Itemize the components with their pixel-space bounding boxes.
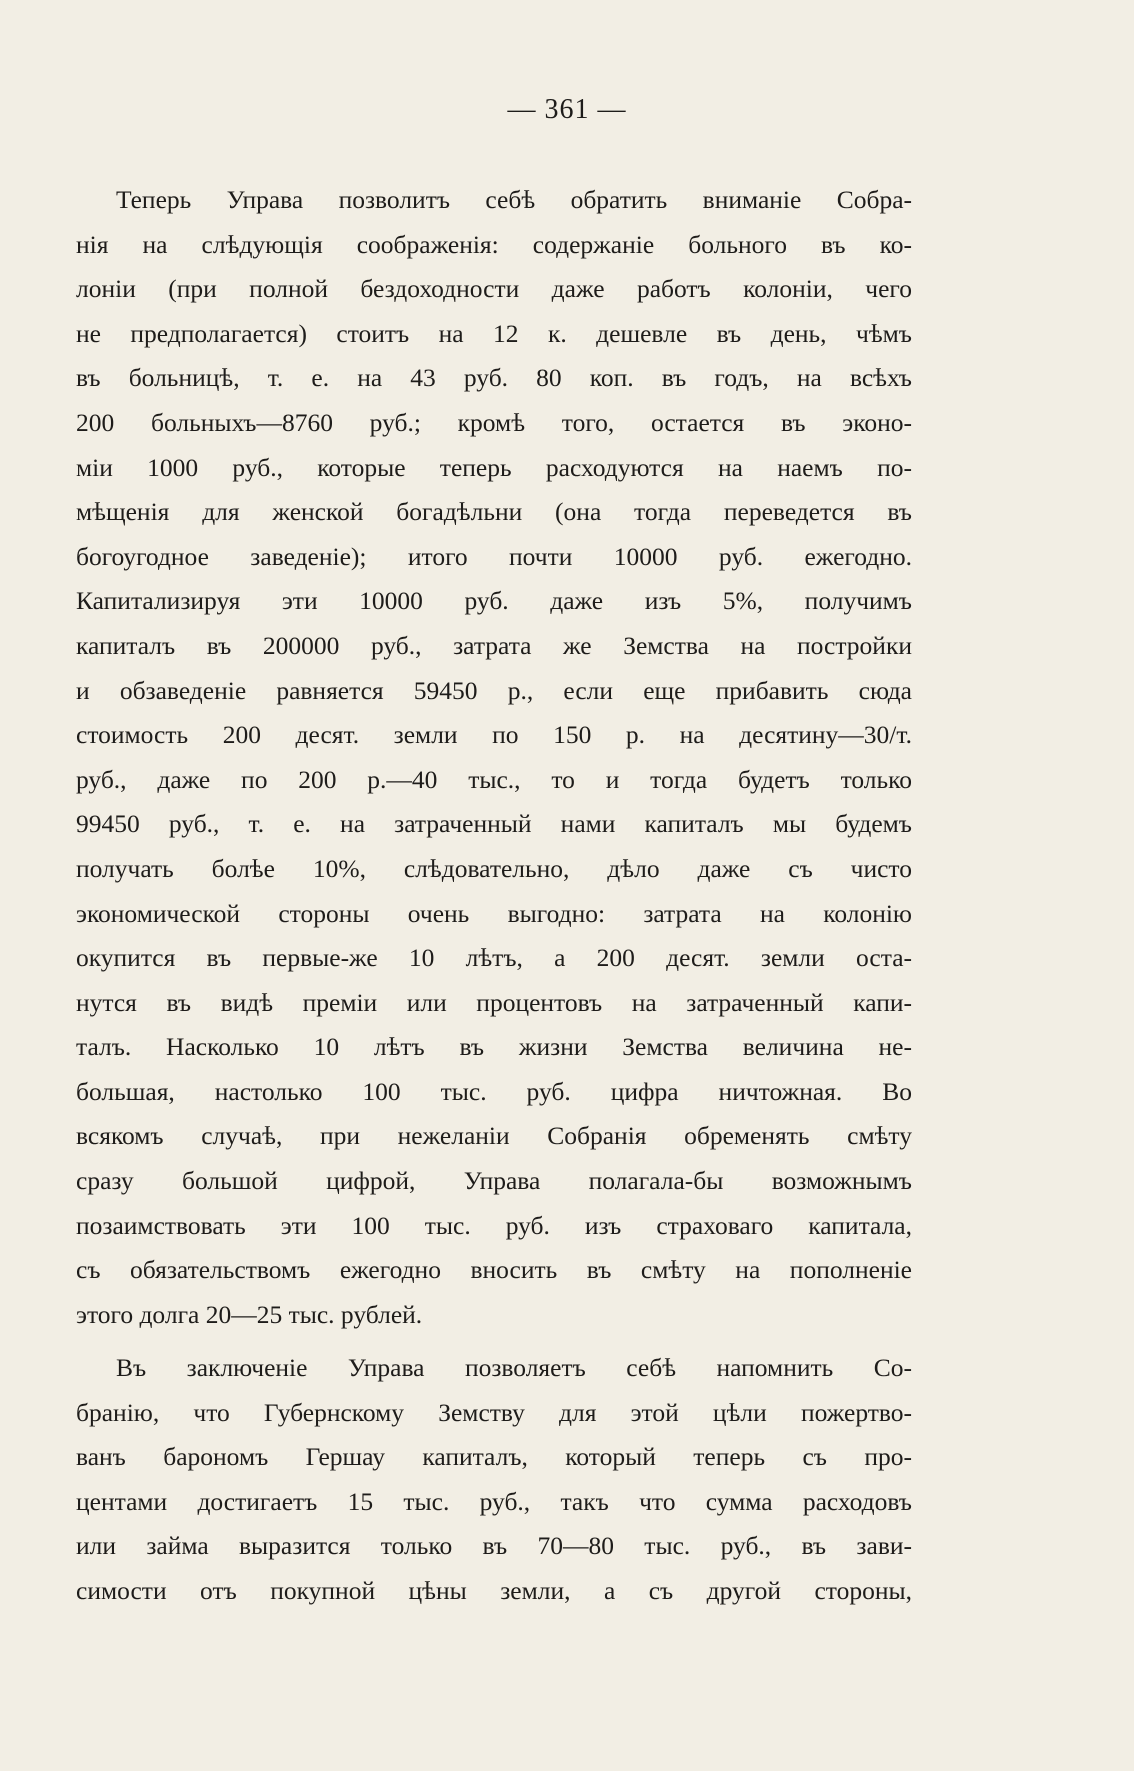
text-line: экономической стороны очень выгодно: затрата на колонію [76,898,912,928]
text-line: ванъ барономъ Гершау капиталъ, который теперь съ про- [76,1442,912,1472]
page-number: — 361 — [507,94,627,125]
text-line: симости отъ покупной цѣны земли, а съ другой стороны, [76,1575,912,1605]
text-line: большая, настолько 100 тыс. руб. цифра ничтожная. Во [76,1076,912,1106]
text-line: этого долга 20—25 тыс. рублей. [76,1299,423,1329]
text-line: сразу большой цифрой, Управа полагала-бы возможнымъ [76,1166,912,1196]
text-line: съ обязательствомъ ежегодно вносить въ смѣту на пополненіе [76,1255,912,1285]
text-line: 200 больныхъ—8760 руб.; кромѣ того, остается въ эконо- [76,407,912,437]
text-line: бранію, что Губернскому Земству для этой цѣли пожертво- [76,1397,912,1427]
text-line: центами достигаетъ 15 тыс. руб., такъ что сумма расходовъ [76,1486,912,1516]
text-line: талъ. Насколько 10 лѣтъ въ жизни Земства величина не- [76,1032,912,1062]
text-line: окупится въ первые-же 10 лѣтъ, а 200 десят. земли оста- [76,943,912,973]
text-line: получать болѣе 10%, слѣдовательно, дѣло даже съ чисто [76,853,912,883]
paragraph [76,178,912,1337]
text-line: позаимствовать эти 100 тыс. руб. изъ страховаго капитала, [76,1210,912,1240]
text-line: капиталъ въ 200000 руб., затрата же Земства на постройки [76,630,912,660]
text-line: всякомъ случаѣ, при нежеланіи Собранія обременять смѣту [76,1121,912,1151]
text-line: руб., даже по 200 р.—40 тыс., то и тогда будетъ только [76,764,912,794]
text-line: Капитализируя эти 10000 руб. даже изъ 5%, получимъ [76,586,912,616]
text-line: не предполагается) стоитъ на 12 к. дешевле въ день, чѣмъ [76,318,912,348]
text-line: 99450 руб., т. е. на затраченный нами капиталъ мы будемъ [76,809,912,839]
text-line: нутся въ видѣ преміи или процентовъ на затраченный капи- [76,987,912,1017]
text-line: стоимость 200 десят. земли по 150 р. на десятину—30/т. [76,720,912,750]
text-line: нія на слѣдующія соображенія: содержаніе больного въ ко- [76,229,912,259]
text-line: въ больницѣ, т. е. на 43 руб. 80 коп. въ годъ, на всѣхъ [76,363,912,393]
text-line: лоніи (при полной бездоходности даже работъ колоніи, чего [76,274,912,304]
paragraph [76,1346,912,1614]
text-line: или займа выразится только въ 70—80 тыс. руб., въ зави- [76,1531,912,1561]
text-line: міи 1000 руб., которые теперь расходуются на наемъ по- [76,452,912,482]
text-line: мѣщенія для женской богадѣльни (она тогда переведется въ [76,497,912,527]
text-line: богоугодное заведеніе); итого почти 10000 руб. ежегодно. [76,541,912,571]
text-line: Теперь Управа позволитъ себѣ обратить вниманіе Собра- [116,185,912,214]
text-line: Въ заключеніе Управа позволяетъ себѣ напомнить Со- [116,1353,912,1382]
text-line: и обзаведеніе равняется 59450 р., если еще прибавить сюда [76,675,912,705]
